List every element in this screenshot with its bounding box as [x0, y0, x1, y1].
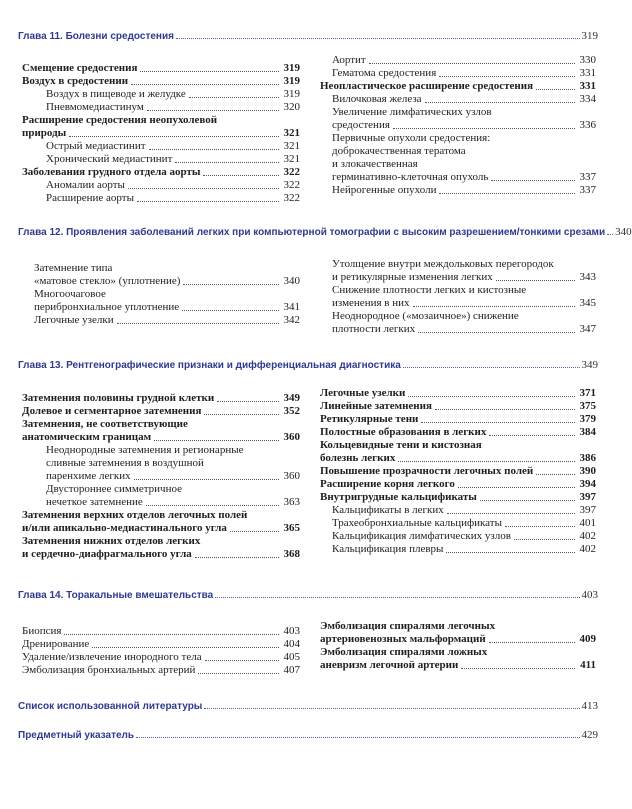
ch14-right-column — [320, 620, 596, 672]
toc-entry[interactable]: Эмболизация бронхиальных артерий 407 — [22, 664, 300, 676]
toc-entry[interactable]: Долевое и сегментарное затемнения 352 — [22, 405, 300, 417]
toc-entry[interactable]: нечеткое затемнение 363 — [46, 496, 300, 508]
toc-entry-line: Кольцевидные тени и кистозная — [320, 439, 482, 451]
toc-entry[interactable]: болезнь легких 386 — [320, 452, 596, 464]
toc-entry-line: Затемнение типа — [34, 262, 113, 274]
toc-entry[interactable]: Ретикулярные тени 379 — [320, 413, 596, 425]
chapter-13-heading[interactable] — [18, 357, 598, 371]
ch12-right-column — [320, 258, 596, 336]
toc-entry[interactable]: и ретикулярные изменения легких 343 — [332, 271, 596, 283]
toc-entry[interactable]: герминативно-клеточная опухоль 337 — [332, 171, 596, 183]
toc-entry[interactable]: Заболевания грудного отдела аорты 322 — [22, 166, 300, 178]
chapter-14-heading[interactable] — [18, 587, 598, 601]
toc-entry-line: Увеличение лимфатических узлов — [332, 106, 492, 118]
toc-entry-line: Затемнения верхних отделов легочных полей — [22, 509, 248, 521]
toc-entry[interactable]: Внутригрудные кальцификаты 397 — [320, 491, 596, 503]
toc-entry[interactable]: средостения 336 — [332, 119, 596, 131]
toc-entry[interactable]: Острый медиастинит 321 — [46, 140, 300, 152]
chapter-title: Глава 12. Проявления заболеваний легких при компьютерной томографии с высоким разрешением/тонкими срезами — [18, 227, 606, 238]
page-number: 403 — [581, 589, 598, 601]
toc-entry[interactable]: артериовенозных мальформаций 409 — [320, 633, 596, 645]
ch11-right-column — [320, 54, 596, 197]
toc-entry[interactable]: Кальцификаты в легких 397 — [332, 504, 596, 516]
toc-entry-line: сливные затемнения в воздушной — [46, 457, 204, 469]
page-number: 319 — [581, 30, 598, 42]
chapter-title: Предметный указатель — [18, 730, 135, 741]
toc-entry-line: Первичные опухоли средостения: — [332, 132, 491, 144]
toc-entry[interactable]: перибронхиальное уплотнение 341 — [34, 301, 300, 313]
toc-entry-line: Многоочаговое — [34, 288, 106, 300]
toc-entry[interactable]: Гематома средостения 331 — [332, 67, 596, 79]
toc-entry[interactable]: Повышение прозрачности легочных полей 390 — [320, 465, 596, 477]
toc-entry[interactable]: «матовое стекло» (уплотнение) 340 — [34, 275, 300, 287]
toc-entry[interactable]: Смещение средостения 319 — [22, 62, 300, 74]
toc-entry[interactable]: Кальцификация плевры 402 — [332, 543, 596, 555]
page-number: 413 — [581, 700, 598, 712]
toc-entry-line: Затемнения нижних отделов легких — [22, 535, 201, 547]
toc-entry-line: Утолщение внутри междольковых перегородок — [332, 258, 554, 270]
toc-entry[interactable]: Расширение корня легкого 394 — [320, 478, 596, 490]
page-number: 340 — [615, 226, 632, 238]
leader-dots — [136, 737, 579, 738]
toc-entry[interactable]: Неопластическое расширение средостения 331 — [320, 80, 596, 92]
chapter-11-heading[interactable] — [18, 28, 598, 42]
toc-entry[interactable]: природы 321 — [22, 127, 300, 139]
toc-entry-line: Расширение средостения неопухолевой — [22, 114, 218, 126]
toc-entry[interactable]: аневризм легочной артерии 411 — [320, 659, 596, 671]
toc-entry[interactable]: Удаление/извлечение инородного тела 405 — [22, 651, 300, 663]
index-heading[interactable] — [18, 727, 598, 741]
chapter-12-heading[interactable] — [18, 224, 632, 238]
toc-entry[interactable]: Трахеобронхиальные кальцификаты 401 — [332, 517, 596, 529]
toc-entry[interactable]: Затемнения половины грудной клетки 349 — [22, 392, 300, 404]
toc-entry[interactable]: Расширение аорты 322 — [46, 192, 300, 204]
chapter-title: Глава 11. Болезни средостения — [18, 31, 174, 42]
toc-entry[interactable]: Дренирование 404 — [22, 638, 300, 650]
toc-entry[interactable]: Вилочковая железа 334 — [332, 93, 596, 105]
toc-entry[interactable]: Полостные образования в легких 384 — [320, 426, 596, 438]
ch13-left-column — [22, 392, 300, 561]
toc-entry-line: Эмболизация спиралями легочных — [320, 620, 496, 632]
toc-entry[interactable]: изменения в них 345 — [332, 297, 596, 309]
ch13-right-column — [320, 387, 596, 556]
toc-entry[interactable]: Линейные затемнения 375 — [320, 400, 596, 412]
toc-entry[interactable]: Нейрогенные опухоли 337 — [332, 184, 596, 196]
chapter-title: Глава 14. Торакальные вмешательства — [18, 590, 214, 601]
chapter-title: Глава 13. Рентгенографические признаки и дифференциальная диагностика — [18, 360, 401, 371]
toc-entry[interactable]: Воздух в пищеводе и желудке 319 — [46, 88, 300, 100]
toc-entry[interactable]: и/или апикально-медиастинального угла 365 — [22, 522, 300, 534]
toc-entry[interactable]: плотности легких 347 — [332, 323, 596, 335]
toc-entry-line: Затемнения, не соответствующие — [22, 418, 188, 430]
toc-entry[interactable]: Воздух в средостении 319 — [22, 75, 300, 87]
toc-entry-line: Снижение плотности легких и кистозные — [332, 284, 527, 296]
toc-entry[interactable]: Аортит 330 — [332, 54, 596, 66]
toc-entry[interactable]: Легочные узелки 371 — [320, 387, 596, 399]
ch11-left-column — [22, 62, 300, 205]
leader-dots — [215, 597, 579, 598]
toc-entry-line: доброкачественная тератома — [332, 145, 466, 157]
toc-entry[interactable]: Хронический медиастинит 321 — [46, 153, 300, 165]
toc-entry-line: Неоднородные затемнения и регионарные — [46, 444, 244, 456]
toc-entry[interactable]: и сердечно-диафрагмального угла 368 — [22, 548, 300, 560]
page-number: 349 — [581, 359, 598, 371]
ch12-left-column — [22, 262, 300, 327]
toc-entry-line: Неоднородное («мозаичное») снижение — [332, 310, 519, 322]
toc-entry-line: и злокачественная — [332, 158, 418, 170]
page-number: 429 — [581, 729, 598, 741]
leader-dots — [403, 367, 580, 368]
leader-dots — [204, 708, 579, 709]
toc-entry[interactable]: паренхиме легких 360 — [46, 470, 300, 482]
toc-entry[interactable]: Легочные узелки 342 — [34, 314, 300, 326]
toc-entry[interactable]: Аномалии аорты 322 — [46, 179, 300, 191]
toc-entry-line: Двустороннее симметричное — [46, 483, 182, 495]
toc-entry[interactable]: Пневмомедиастинум 320 — [46, 101, 300, 113]
ch14-left-column — [22, 625, 300, 677]
toc-entry-line: Эмболизация спиралями ложных — [320, 646, 488, 658]
chapter-title: Список использованной литературы — [18, 701, 203, 712]
toc-entry[interactable]: Кальцификация лимфатических узлов 402 — [332, 530, 596, 542]
leader-dots — [176, 38, 580, 39]
toc-entry[interactable]: Биопсия 403 — [22, 625, 300, 637]
leader-dots — [607, 234, 613, 235]
toc-entry[interactable]: анатомическим границам 360 — [22, 431, 300, 443]
bibliography-heading[interactable] — [18, 698, 598, 712]
